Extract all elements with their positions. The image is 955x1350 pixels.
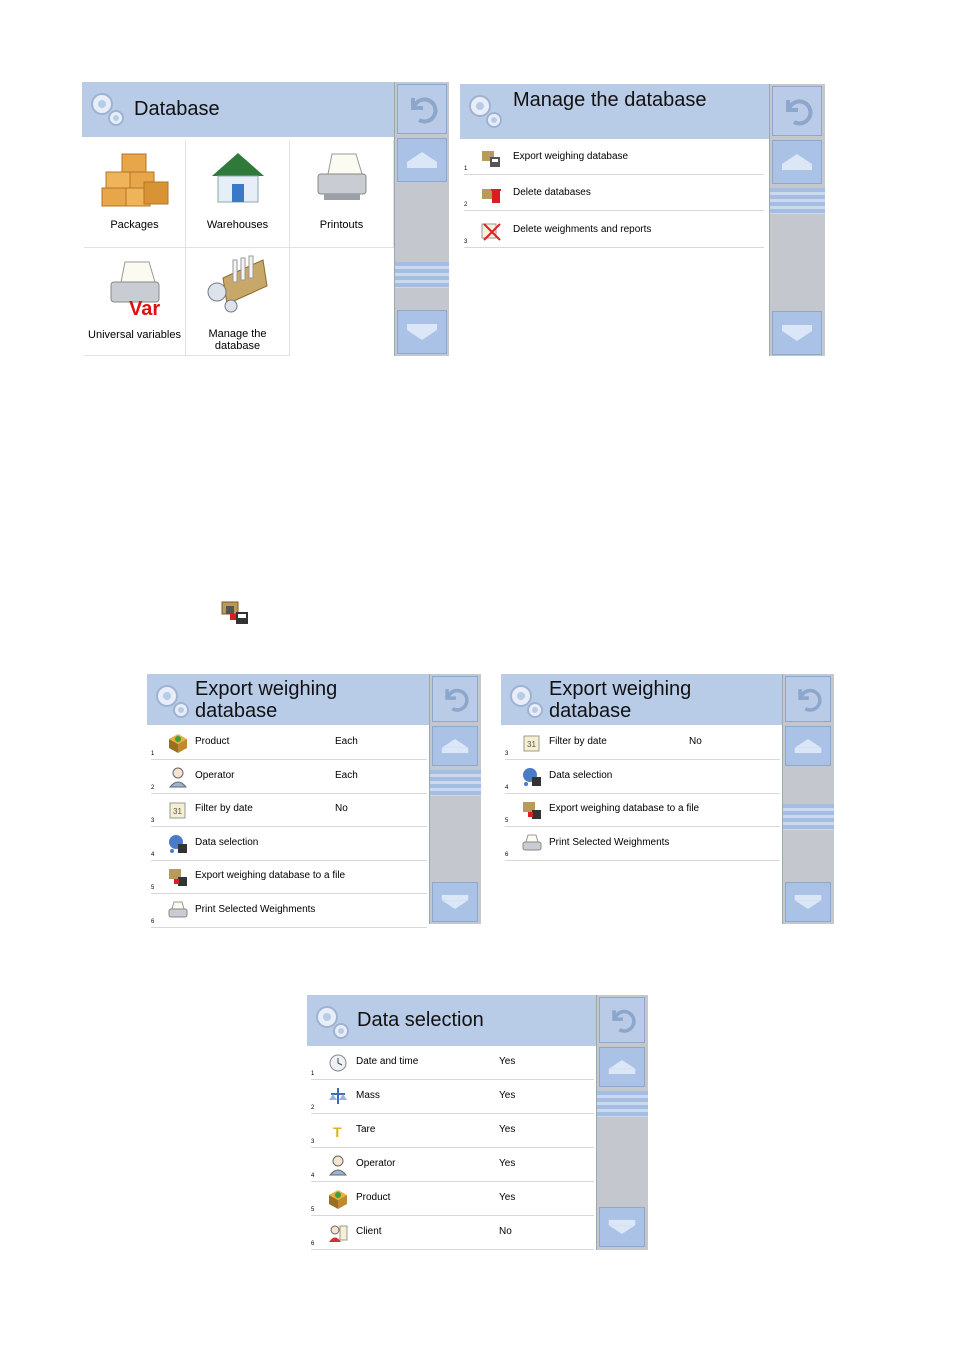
scroll-down-button[interactable] <box>785 882 831 922</box>
item-label: Delete databases <box>513 187 591 198</box>
item-number: 6 <box>505 851 509 858</box>
item-number: 1 <box>311 1071 315 1077</box>
item-label: Data selection <box>195 836 259 848</box>
back-arrow-icon <box>780 94 814 128</box>
item-label: Print Selected Weighments <box>195 903 316 915</box>
settings-gears-icon <box>88 90 128 130</box>
data-selection-panel <box>307 995 647 1250</box>
scrollbar[interactable] <box>596 995 648 1250</box>
item-number: 3 <box>311 1139 315 1145</box>
printer-icon <box>167 900 189 922</box>
item-number: 3 <box>151 818 155 824</box>
list-item[interactable] <box>151 827 427 861</box>
export-header <box>147 674 430 725</box>
printer-icon <box>521 833 543 855</box>
export-database-icon <box>220 598 252 626</box>
list-item[interactable] <box>505 726 780 760</box>
item-number: 1 <box>151 751 155 757</box>
item-label: Data selection <box>549 769 613 781</box>
item-number: 5 <box>505 818 509 824</box>
scrollbar[interactable] <box>782 674 834 924</box>
down-arrow-icon <box>780 323 814 343</box>
settings-gears-icon <box>153 682 193 722</box>
page-title: Export weighing database <box>195 678 338 722</box>
item-label: Delete weighments and reports <box>513 224 652 235</box>
product-box-icon <box>167 732 189 754</box>
tile-universal-variables[interactable] <box>84 248 186 356</box>
item-number: 2 <box>151 784 155 791</box>
export-database-icon <box>167 866 189 888</box>
list-item[interactable] <box>151 760 427 794</box>
list-item[interactable] <box>151 860 427 894</box>
down-arrow-icon <box>405 322 439 342</box>
tare-icon <box>327 1120 349 1142</box>
item-label: Date and time <box>356 1056 419 1067</box>
back-arrow-icon <box>405 92 439 126</box>
item-number: 4 <box>311 1173 315 1179</box>
back-arrow-icon <box>607 1005 637 1035</box>
manage-database-panel <box>460 84 824 356</box>
list-item[interactable] <box>311 1216 594 1250</box>
down-arrow-icon <box>793 893 823 911</box>
item-number: 5 <box>151 885 155 891</box>
delete-weighments-icon <box>480 220 502 242</box>
item-number: 3 <box>505 751 509 757</box>
item-label: Operator <box>356 1158 396 1169</box>
calendar-icon <box>521 732 543 754</box>
tile-printouts[interactable] <box>290 140 394 248</box>
list-item[interactable] <box>311 1080 594 1114</box>
up-arrow-icon <box>780 152 814 172</box>
scroll-thumb[interactable] <box>597 1091 648 1117</box>
scroll-down-button[interactable] <box>432 882 478 922</box>
item-value: Yes <box>499 1192 516 1203</box>
list-item[interactable] <box>505 827 780 861</box>
tile-warehouses[interactable] <box>186 140 290 248</box>
boxes-icon <box>100 152 170 207</box>
back-arrow-icon <box>793 684 823 714</box>
scroll-thumb[interactable] <box>770 188 825 214</box>
item-label: Mass <box>356 1090 380 1101</box>
list-item[interactable] <box>311 1148 594 1182</box>
up-arrow-icon <box>607 1058 637 1076</box>
export-database-icon <box>480 147 502 169</box>
list-item[interactable] <box>464 141 764 175</box>
data-selection-header <box>307 995 597 1046</box>
item-label: Export weighing database to a file <box>549 803 700 814</box>
item-value: No <box>335 803 348 814</box>
list-item[interactable] <box>464 214 764 248</box>
item-label: Tare <box>356 1124 376 1135</box>
item-number: 1 <box>464 166 468 172</box>
export-database-icon <box>521 799 543 821</box>
scroll-up-button[interactable] <box>772 140 822 184</box>
item-label: Client <box>356 1226 382 1237</box>
item-number: 6 <box>151 918 155 925</box>
list-item[interactable] <box>505 793 780 827</box>
item-label: Operator <box>195 769 235 781</box>
item-number: 4 <box>151 851 155 858</box>
operator-person-icon <box>327 1154 349 1176</box>
list-item[interactable] <box>311 1114 594 1148</box>
list-item[interactable] <box>311 1182 594 1216</box>
client-icon <box>327 1222 349 1244</box>
up-arrow-icon <box>440 737 470 755</box>
scroll-down-button[interactable] <box>772 311 822 355</box>
svg-text:31: 31 <box>527 740 536 749</box>
page-title: Manage the database <box>513 89 707 111</box>
file-cabinet-gears-icon <box>205 254 271 314</box>
product-box-icon <box>327 1188 349 1210</box>
down-arrow-icon <box>440 893 470 911</box>
item-value: Yes <box>499 1056 516 1067</box>
page-title: Data selection <box>357 1009 484 1031</box>
export-header <box>501 674 783 725</box>
list-item[interactable] <box>151 726 427 760</box>
page-title: Database <box>134 98 220 120</box>
up-arrow-icon <box>793 737 823 755</box>
down-arrow-icon <box>607 1218 637 1236</box>
item-number: 5 <box>311 1207 315 1213</box>
tile-label: Printouts <box>319 219 364 231</box>
item-number: 2 <box>311 1105 315 1111</box>
back-button[interactable] <box>432 676 478 722</box>
scrollbar[interactable] <box>429 674 481 924</box>
up-arrow-icon <box>405 150 439 170</box>
tile-label: Packages <box>110 219 159 231</box>
scroll-thumb[interactable] <box>395 262 449 288</box>
item-label: Print Selected Weighments <box>549 836 670 848</box>
export-panel-b <box>501 674 833 924</box>
back-button[interactable] <box>772 86 822 136</box>
page-title: Export weighing database <box>549 678 692 722</box>
clock-icon <box>327 1052 349 1074</box>
tile-label: Warehouses <box>206 219 269 231</box>
svg-text:T: T <box>333 1124 342 1140</box>
back-button[interactable] <box>397 84 447 134</box>
back-arrow-icon <box>440 684 470 714</box>
item-value: Yes <box>499 1158 516 1169</box>
scroll-down-button[interactable] <box>599 1207 645 1247</box>
scroll-up-button[interactable] <box>397 138 447 182</box>
list-item[interactable] <box>151 894 427 928</box>
scroll-thumb[interactable] <box>783 804 834 830</box>
scroll-thumb[interactable] <box>430 770 481 796</box>
warehouse-icon <box>208 150 268 205</box>
settings-gears-icon <box>507 682 547 722</box>
svg-text:31: 31 <box>173 807 182 816</box>
scrollbar[interactable] <box>394 82 449 356</box>
settings-gears-icon <box>466 92 506 132</box>
item-number: 2 <box>464 202 468 208</box>
scroll-down-button[interactable] <box>397 310 447 354</box>
database-panel <box>82 82 448 356</box>
item-number: 4 <box>505 784 509 791</box>
list-item[interactable] <box>311 1046 594 1080</box>
database-header <box>82 82 395 137</box>
back-button[interactable] <box>785 676 831 722</box>
back-button[interactable] <box>599 997 645 1043</box>
item-label: Export weighing database to a file <box>195 870 346 881</box>
manage-header <box>460 84 770 139</box>
mass-scale-icon <box>327 1086 349 1108</box>
item-label: Product <box>195 736 230 747</box>
var-badge: Var <box>129 298 161 320</box>
item-number: 6 <box>311 1241 315 1247</box>
export-panel-a <box>147 674 480 924</box>
tile-manage-the-database[interactable] <box>186 248 290 356</box>
item-label: Filter by date <box>549 736 607 747</box>
operator-person-icon <box>167 766 189 788</box>
printer-icon <box>312 150 372 205</box>
item-label: Filter by date <box>195 803 253 814</box>
item-value: Yes <box>499 1124 516 1135</box>
item-label: Export weighing database <box>513 151 629 162</box>
scroll-up-button[interactable] <box>599 1047 645 1087</box>
item-value: No <box>499 1226 512 1237</box>
list-item[interactable] <box>505 760 780 794</box>
tile-label: Manage the database <box>208 328 267 352</box>
delete-database-icon <box>480 183 502 205</box>
settings-gears-icon <box>313 1003 353 1043</box>
tile-packages[interactable] <box>84 140 186 248</box>
item-label: Product <box>356 1192 391 1203</box>
scroll-up-button[interactable] <box>432 726 478 766</box>
item-value: Each <box>335 736 358 747</box>
list-item[interactable] <box>464 177 764 211</box>
list-item[interactable] <box>151 793 427 827</box>
item-value: Each <box>335 769 358 781</box>
data-selection-icon <box>167 833 189 855</box>
scrollbar[interactable] <box>769 84 825 356</box>
data-selection-icon <box>521 766 543 788</box>
item-value: No <box>689 736 702 747</box>
item-value: Yes <box>499 1090 516 1101</box>
calendar-icon <box>167 799 189 821</box>
item-number: 3 <box>464 239 468 245</box>
tile-label: Universal variables <box>88 329 181 341</box>
scroll-up-button[interactable] <box>785 726 831 766</box>
